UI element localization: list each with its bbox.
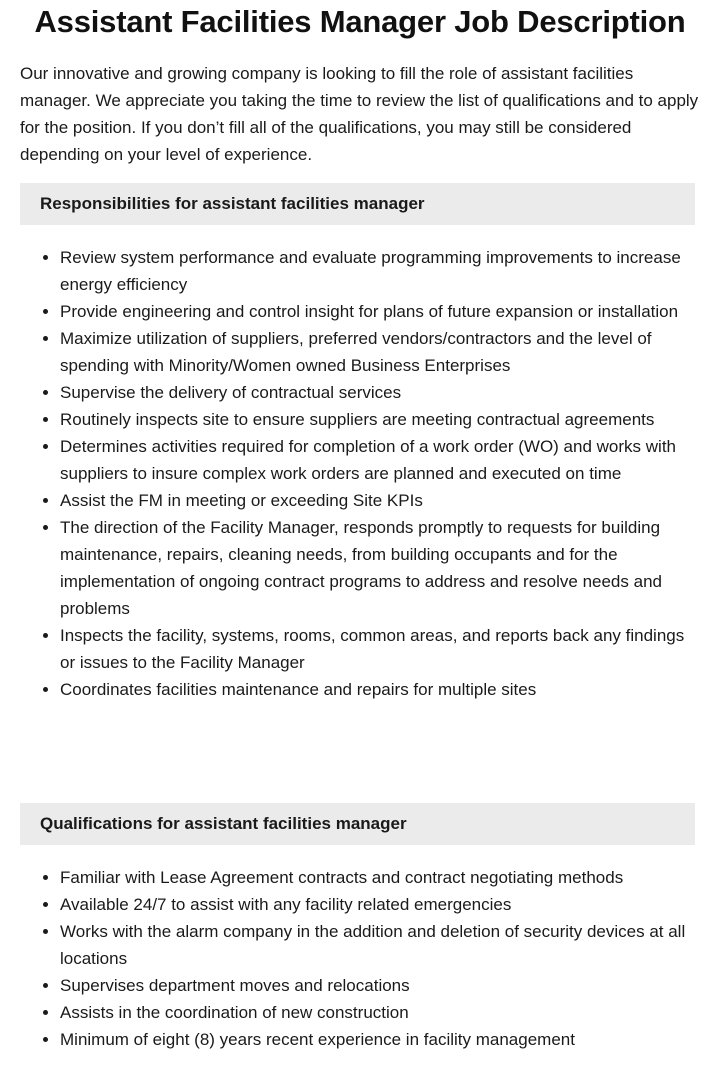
list-item: • Works with the alarm company in the addition and deletion of security devices at all locations (60, 918, 695, 972)
list-item: • Provide engineering and control insight for plans of future expansion or installation (60, 298, 695, 325)
list-item: • Inspects the facility, systems, rooms, common areas, and reports back any findings or issues to the Facility Manager (60, 622, 695, 676)
page-title: Assistant Facilities Manager Job Description (34, 4, 686, 39)
qualifications-list (20, 864, 695, 1053)
list-item: • Routinely inspects site to ensure suppliers are meeting contractual agreements (60, 406, 695, 433)
list-item: • Supervises department moves and relocations (60, 972, 695, 999)
list-item: • Determines activities required for completion of a work order (WO) and works with suppliers to insure complex work orders are planned and executed on time (60, 433, 695, 487)
qualifications-heading: Qualifications for assistant facilities manager (20, 803, 695, 845)
responsibilities-list (20, 244, 695, 703)
list-item: • Assists in the coordination of new construction (60, 999, 695, 1026)
list-item: • Maximize utilization of suppliers, preferred vendors/contractors and the level of spending with Minority/Women owned Business Enterprises (60, 325, 695, 379)
list-item: • The direction of the Facility Manager, responds promptly to requests for building maintenance, repairs, cleaning needs, from building occupants and for the implementation of ongoing contract programs to address and resolve needs and problems (60, 514, 695, 622)
list-item: • Minimum of eight (8) years recent experience in facility management (60, 1026, 695, 1053)
list-item: • Review system performance and evaluate programming improvements to increase energy efficiency (60, 244, 695, 298)
responsibilities-heading: Responsibilities for assistant facilities manager (20, 183, 695, 225)
list-item: • Supervise the delivery of contractual services (60, 379, 695, 406)
list-item: • Assist the FM in meeting or exceeding Site KPIs (60, 487, 695, 514)
list-item: • Familiar with Lease Agreement contracts and contract negotiating methods (60, 864, 695, 891)
list-item: • Coordinates facilities maintenance and repairs for multiple sites (60, 676, 695, 703)
list-item: • Available 24/7 to assist with any facility related emergencies (60, 891, 695, 918)
intro-paragraph: Our innovative and growing company is looking to fill the role of assistant facilities manager. We appreciate you taking the time to review the list of qualifications and to apply for the position. If you don’t fill all of the qualifications, you may still be considered depending on your level of experience. (20, 64, 699, 164)
